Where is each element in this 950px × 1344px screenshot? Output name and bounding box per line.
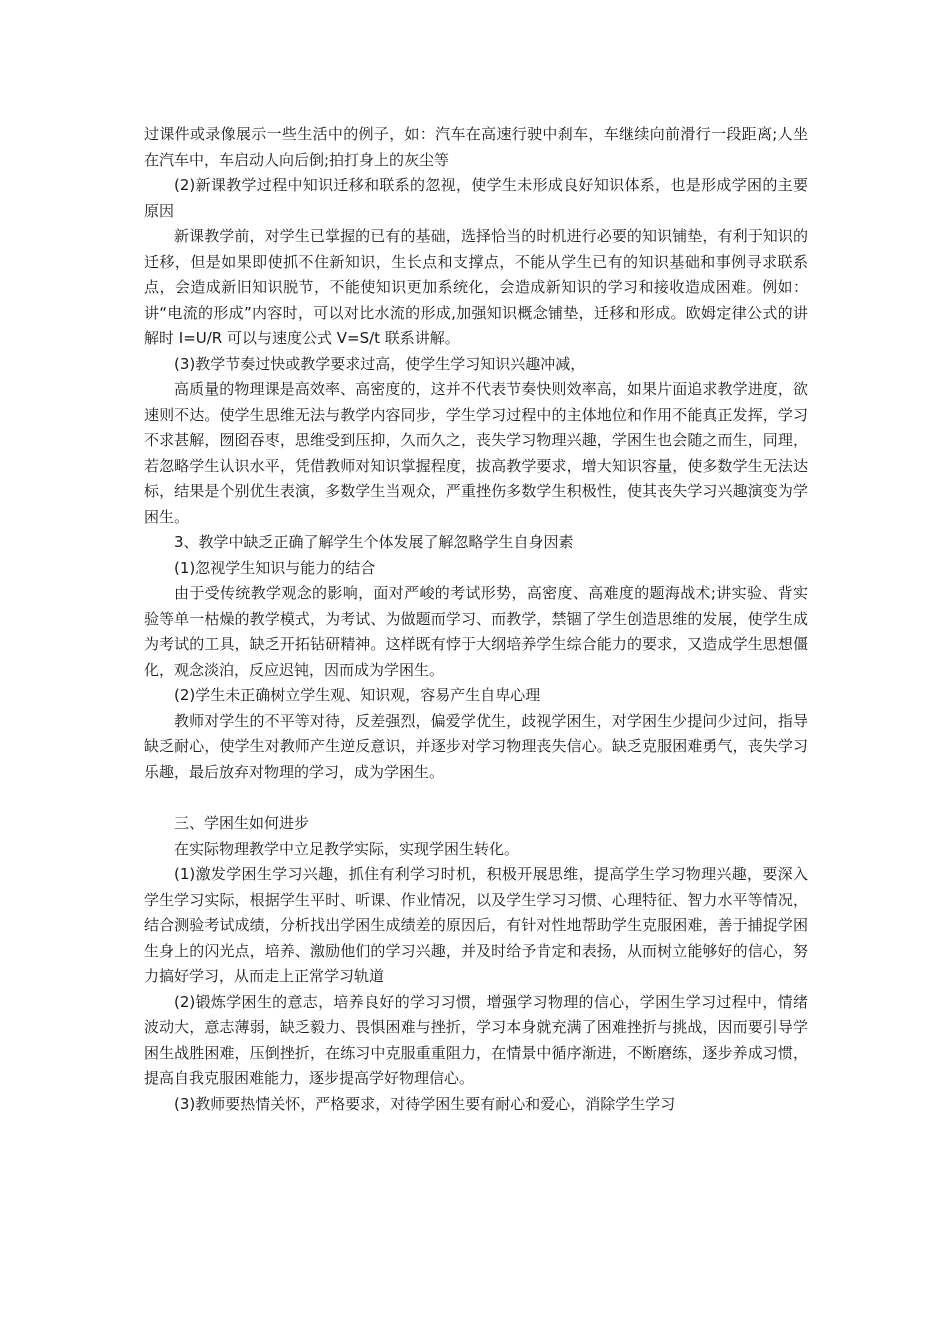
paragraph-teacher-care: (3)教师要热情关怀，严格要求，对待学困生要有耐心和爱心，消除学生学习 (174, 1094, 676, 1113)
document-page (144, 122, 808, 1117)
subheading-ignore-ability: (1)忽视学生知识与能力的结合 (174, 558, 376, 577)
subheading-inferiority: (2)学生未正确树立学生观、知识观，容易产生自卑心理 (174, 686, 541, 704)
heading-section-three: 三、学困生如何进步 (174, 814, 310, 832)
subheading-teaching-pace: (3)教学节奏过快或教学要求过高，使学生学习知识兴趣冲减， (174, 354, 586, 373)
paragraph-high-quality-class: 高质量的物理课是高效率、高密度的，这并不代表节奏快则效率高，如果片面追求教学进度，欲速则不达。使学生思维无法与教学内容同步，学生学习过程中的主体地位和作用不能真正发挥，学习不求甚解，囫囵吞枣，思维受到压抑，久而久之，丧失学习物理兴趣，学困生也会随之而生，同理，若忽略学生认识水平，凭借教师对知识掌握程度，拔高教学要求，增大知识容量，使多数学生无法达标，结果是个别优生表演，多数学生当观众，严重挫伤多数学生积极性，使其丧失学习兴趣演变为学困生。 (144, 380, 808, 526)
paragraph-intro-transform: 在实际物理教学中立足教学实际，实现学困生转化。 (174, 839, 520, 858)
paragraph-continuation: 过课件或录像展示一些生活中的例子，如：汽车在高速行驶中刹车，车继续向前滑行一段距离;人坐在汽车中，车启动人向后倒;拍打身上的灰尘等 (144, 125, 808, 169)
paragraph-build-willpower: (2)锻炼学困生的意志，培养良好的学习习惯，增强学习物理的信心，学困生学习过程中，情绪波动大，意志薄弱，缺乏毅力、畏惧困难与挫折，学习本身就充满了困难挫折与挑战，因而要引导学困生战胜困难，压倒挫折，在练习中克服重重阻力，在情景中循序渐进，不断磨练，逐步养成习惯，提高自我克服困难能力，逐步提高学好物理信心。 (144, 992, 808, 1087)
blank-line (144, 785, 808, 811)
subheading-knowledge-transfer: (2)新课教学过程中知识迁移和联系的忽视，使学生未形成良好知识体系，也是形成学困的主要原因 (144, 176, 808, 220)
paragraph-unequal-treatment: 教师对学生的不平等对待，反差强烈，偏爱学优生，歧视学困生，对学困生少提问少过问，指导缺乏耐心，使学生对教师产生逆反意识，并逐步对学习物理丧失信心。缺乏克服困难勇气，丧失学习乐趣，最后放弃对物理的学习，成为学困生。 (144, 711, 808, 781)
paragraph-traditional-teaching: 由于受传统教学观念的影响，面对严峻的考试形势，高密度、高难度的题海战术;讲实验、背实验等单一枯燥的教学模式，为考试、为做题而学习、而教学，禁锢了学生创造思维的发展，使学生成为考试的工具，缺乏开拓钻研精神。这样既有悖于大纲培养学生综合能力的要求，又造成学生思想僵化，观念淡泊，反应迟钝，因而成为学困生。 (144, 584, 808, 679)
paragraph-new-lesson: 新课教学前，对学生已掌握的已有的基础，选择恰当的时机进行必要的知识铺垫，有利于知识的迁移，但是如果即使抓不住新知识，生长点和支撑点，不能从学生已有的知识基础和事例寻求联系点，会造成新旧知识脱节，不能使知识更加系统化，会造成新知识的学习和接收造成困难。例如：讲“电流的形成”内容时，可以对比水流的形成,加强知识概念铺垫，迁移和形成。欧姆定律公式的讲解时 I=U/R 可以与速度公式 V=S/t 联系讲解。 (144, 227, 808, 347)
paragraph-motivate-interest: (1)激发学困生学习兴趣，抓住有利学习时机，积极开展思维，提高学生学习物理兴趣，要深入学生学习实际，根据学生平时、听课、作业情况，以及学生学习习惯、心理特征、智力水平等情况，结合测验考试成绩，分析找出学困生成绩差的原因后，有针对性地帮助学生克服困难，善于捕捉学困生身上的闪光点，培养、激励他们的学习兴趣，并及时给予肯定和表扬，从而树立能够好的信心，努力搞好学习，从而走上正常学习轨道 (144, 865, 808, 985)
heading-section-3: 3、教学中缺乏正确了解学生个体发展了解忽略学生自身因素 (174, 533, 574, 551)
